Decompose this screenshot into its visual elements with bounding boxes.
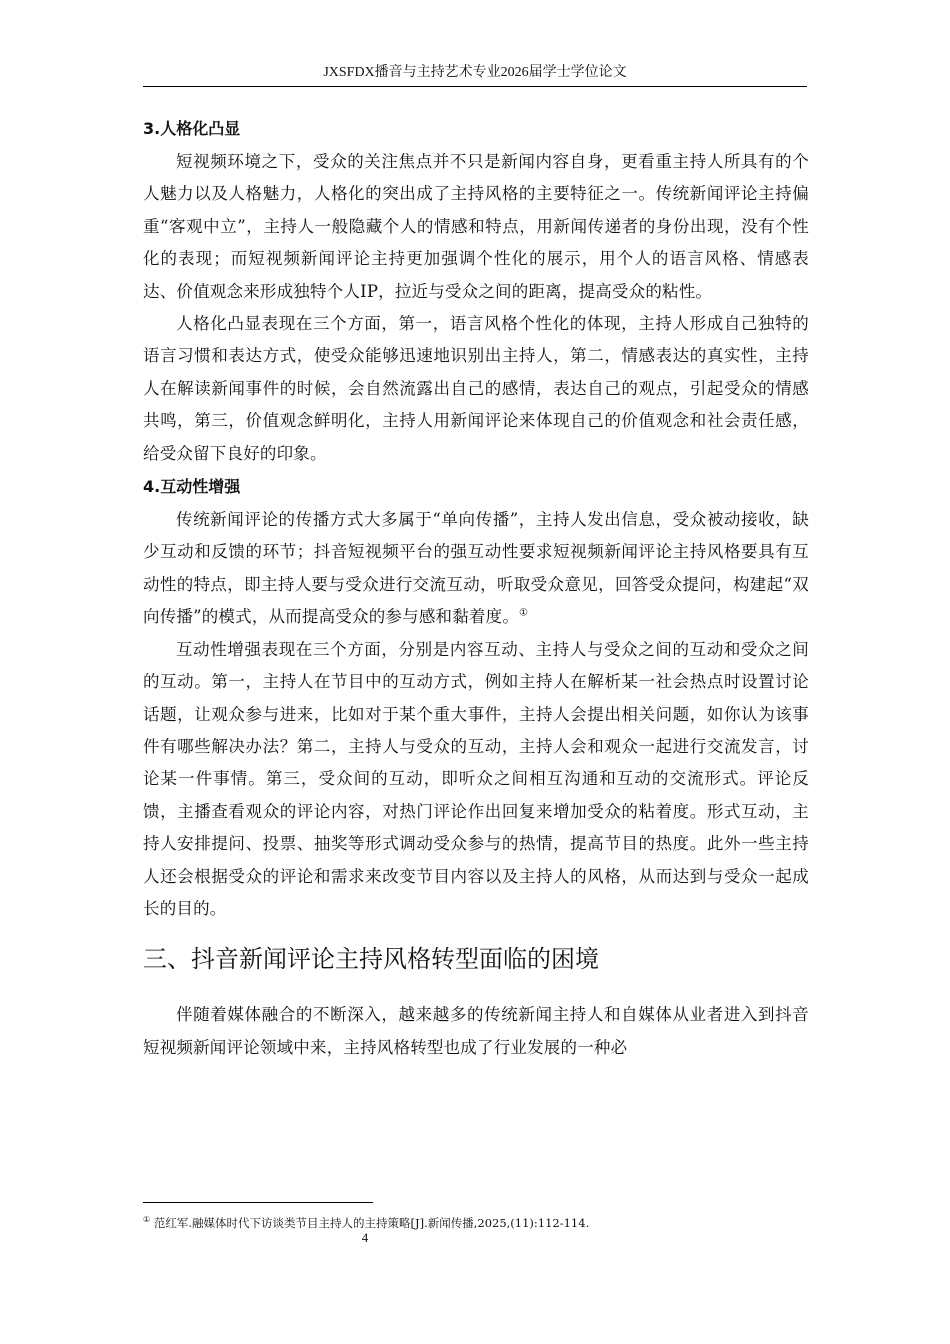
header-divider xyxy=(143,86,807,87)
page-header: JXSFDX播音与主持艺术专业2026届学士学位论文 xyxy=(323,65,627,80)
footnote-mark: ① xyxy=(143,1215,151,1224)
subsection-heading-personalization: 3.人格化凸显 xyxy=(143,119,241,138)
footnote-text: 范红军.融媒体时代下访谈类节目主持人的主持策略[J].新闻传播,2025,(11):112-114. xyxy=(153,1215,590,1230)
footnote-divider xyxy=(143,1202,373,1203)
paragraph: 互动性增强表现在三个方面，分别是内容互动、主持人与受众之间的互动和受众之间的互动。第一，主持人在节目中的互动方式，例如主持人在解析某一社会热点时设置讨论话题，让观众参与进来，比如对于某个重大事件，主持人会提出相关问题，如你认为该事件有哪些解决办法？第二，主持人与受众的互动，主持人会和观众一起进行交流发言，讨论某一件事情。第三，受众间的互动，即听众之间相互沟通和互动的交流形式。评论反馈，主播查看观众的评论内容，对热门评论作出回复来增加受众的粘着度。形式互动，主持人安排提问、投票、抽奖等形式调动受众参与的热情，提高节目的热度。此外一些主持人还会根据受众的评论和需求来改变节目内容以及主持人的风格，从而达到与受众一起成长的目的。 xyxy=(143,639,809,918)
page-body xyxy=(143,112,809,1064)
paragraph-with-footnote xyxy=(143,504,809,634)
footnote xyxy=(143,1212,809,1231)
paragraph: 人格化凸显表现在三个方面，第一，语言风格个性化的体现，主持人形成自己独特的语言习惯和表达方式，使受众能够迅速地识别出主持人，第二，情感表达的真实性，主持人在解读新闻事件的时候，会自然流露出自己的感情，表达自己的观点，引起受众的情感共鸣，第三，价值观念鲜明化，主持人用新闻评论来体现自己的价值观念和社会责任感，给受众留下良好的印象。 xyxy=(143,314,809,463)
paragraph: 伴随着媒体融合的不断深入，越来越多的传统新闻主持人和自媒体从业者进入到抖音短视频新闻评论领域中来，主持风格转型也成了行业发展的一种必 xyxy=(143,1005,809,1057)
chapter-heading: 三、抖音新闻评论主持风格转型面临的困境 xyxy=(143,945,599,974)
footnote-reference[interactable]: ① xyxy=(519,607,529,619)
paragraph: 短视频环境之下，受众的关注焦点并不只是新闻内容自身，更看重主持人所具有的个人魅力以及人格魅力，人格化的突出成了主持风格的主要特征之一。传统新闻评论主持偏重“客观中立”，主持人一般隐藏个人的情感和特点，用新闻传递者的身份出现，没有个性化的表现；而短视频新闻评论主持更加强调个性化的展示，用个人的语言风格、情感表达、价值观念来形成独特个人IP，拉近与受众之间的距离，提高受众的粘性。 xyxy=(143,152,809,301)
paragraph-text: 传统新闻评论的传播方式大多属于“单向传播”，主持人发出信息，受众被动接收，缺少互动和反馈的环节；抖音短视频平台的强互动性要求短视频新闻评论主持风格要具有互动性的特点，即主持人要与受众进行交流互动，听取受众意见，回答受众提问，构建起“双向传播”的模式，从而提高受众的参与感和黏着度。 xyxy=(143,510,809,627)
subsection-heading-interactivity: 4.互动性增强 xyxy=(143,477,241,497)
page-number: 4 xyxy=(361,1230,369,1245)
